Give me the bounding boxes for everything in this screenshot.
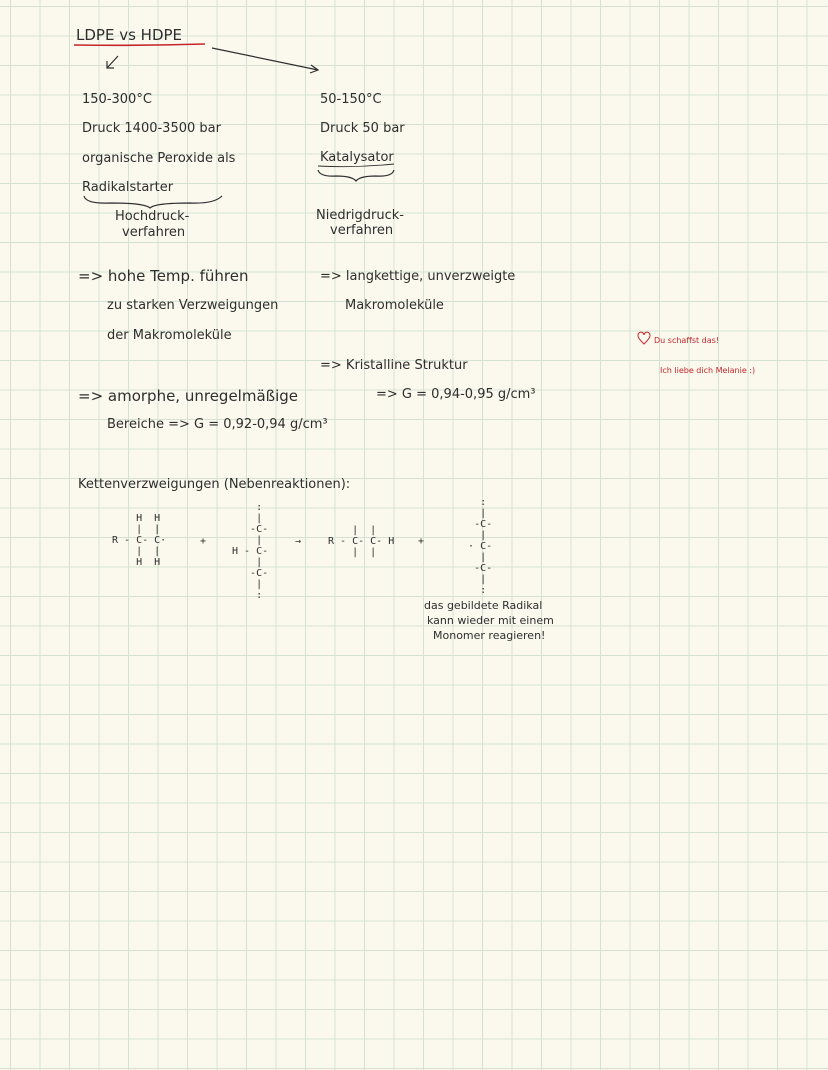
hdpe-pressure: Druck 50 bar bbox=[320, 121, 405, 136]
ldpe-process-line2: verfahren bbox=[122, 225, 186, 240]
page-title: LDPE vs HDPE bbox=[76, 26, 183, 44]
curly-brace-icon bbox=[318, 170, 394, 181]
product-radical: : | -C- | · C- | -C- | : bbox=[468, 497, 493, 596]
heart-icon bbox=[638, 332, 650, 344]
hdpe-temperature: 50-150°C bbox=[320, 92, 382, 107]
hdpe-process-line1: Niedrigdruck- bbox=[316, 208, 404, 223]
ldpe-structure-line1: => amorphe, unregelmäßige bbox=[78, 387, 299, 405]
margin-note-line1: Du schaffst das! bbox=[654, 336, 720, 345]
ldpe-structure-line2: Bereiche => G = 0,92-0,94 g/cm³ bbox=[107, 417, 328, 432]
ldpe-consequence-line3: der Makromoleküle bbox=[107, 328, 232, 343]
reaction-arrow: → bbox=[295, 536, 302, 547]
hdpe-consequence-line2: Makromoleküle bbox=[345, 298, 444, 313]
plus-sign: + bbox=[418, 536, 425, 547]
ldpe-consequence-line2: zu starken Verzweigungen bbox=[107, 298, 279, 313]
hdpe-structure: => Kristalline Struktur bbox=[320, 358, 468, 373]
ldpe-starter-line1: organische Peroxide als bbox=[82, 151, 236, 166]
hdpe-density: => G = 0,94-0,95 g/cm³ bbox=[376, 387, 536, 402]
hdpe-catalyst: Katalysator bbox=[320, 150, 394, 165]
product-molecule-1: | | R - C- C- H | | bbox=[328, 525, 395, 558]
reaction-note-line2: kann wieder mit einem bbox=[427, 614, 554, 627]
ldpe-starter-line2: Radikalstarter bbox=[82, 180, 174, 195]
reaction-heading: Kettenverzweigungen (Nebenreaktionen): bbox=[78, 477, 351, 492]
reaction-note-line1: das gebildete Radikal bbox=[424, 599, 543, 612]
arrow-down-left-icon bbox=[107, 56, 118, 68]
reactant-molecule-1: H H | | R - C- C· | | H H bbox=[112, 513, 167, 568]
ldpe-process-line1: Hochdruck- bbox=[115, 209, 190, 224]
ldpe-pressure: Druck 1400-3500 bar bbox=[82, 121, 221, 136]
ldpe-consequence-line1: => hohe Temp. führen bbox=[78, 267, 249, 285]
reaction-note-line3: Monomer reagieren! bbox=[433, 629, 546, 642]
ldpe-temperature: 150-300°C bbox=[82, 92, 152, 107]
arrow-right-icon bbox=[212, 48, 318, 73]
margin-note-line2: Ich liebe dich Melanie :) bbox=[660, 366, 756, 375]
hdpe-consequence-line1: => langkettige, unverzweigte bbox=[320, 269, 516, 284]
curly-brace-icon bbox=[84, 196, 222, 208]
plus-sign: + bbox=[200, 536, 207, 547]
hdpe-process-line2: verfahren bbox=[330, 223, 394, 238]
title-underline bbox=[74, 44, 205, 45]
reactant-molecule-2: : | -C- | H - C- | -C- | : bbox=[232, 502, 269, 601]
